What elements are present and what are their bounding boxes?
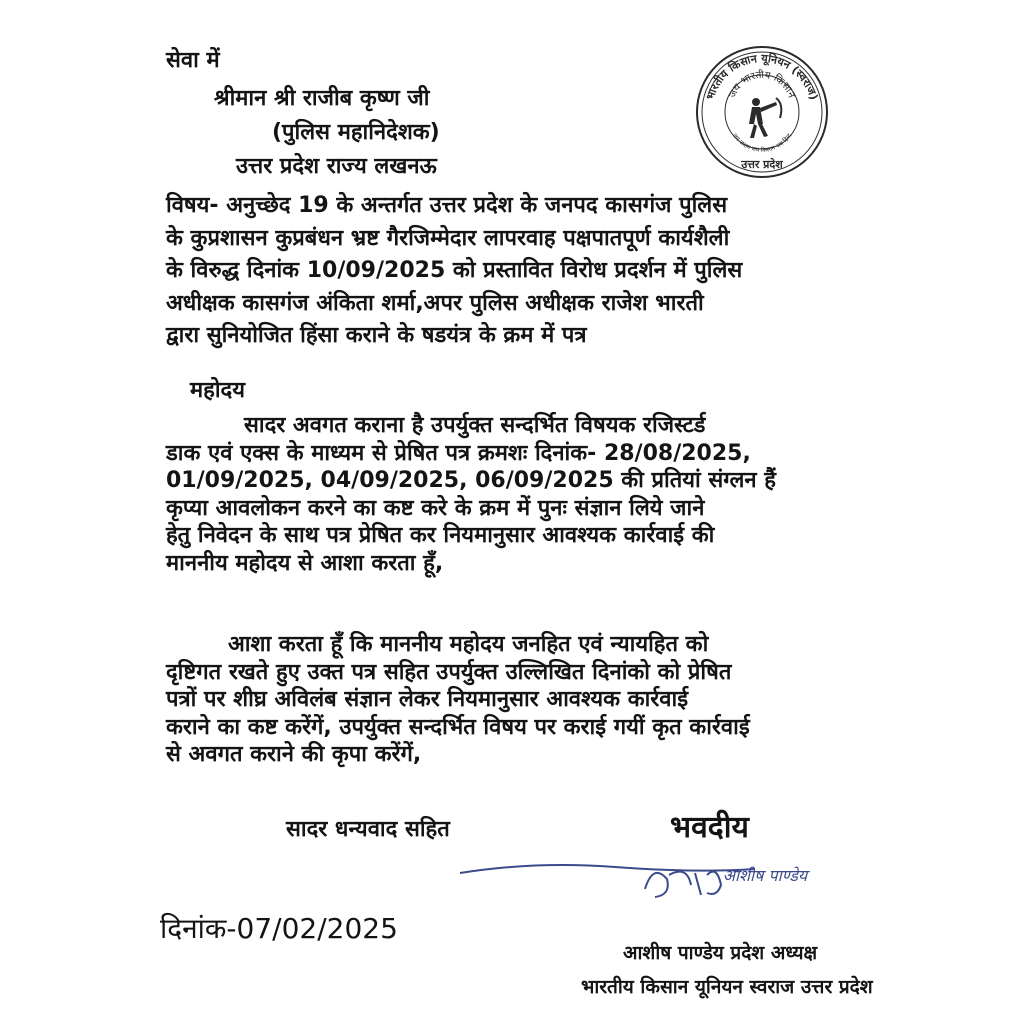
body-line: पत्रों पर शीघ्र अविलंब संज्ञान लेकर नियमानुसार आवश्यक कार्रवाई: [166, 687, 689, 712]
greeting: महोदय: [190, 378, 245, 403]
subject-line: विषय- अनुच्छेद 19 के अन्तर्गत उत्तर प्रदेश के जनपद कासगंज पुलिस: [166, 193, 728, 218]
body-paragraph-2: [166, 631, 886, 769]
seal-inner-arc: जय भारतीय किसान: [727, 69, 797, 100]
subject-line: अधीक्षक कासगंज अंकिता शर्मा,अपर पुलिस अधीक्षक राजेश भारती: [166, 290, 704, 316]
body-line: माननीय महोदय से आशा करता हूँ,: [166, 550, 444, 576]
body-line: हेतु निवेदन के साथ पत्र प्रेषित कर नियमानुसार आवश्यक कार्रवाई की: [166, 523, 715, 548]
body-line: डाक एवं एक्स के माध्यम से प्रेषित पत्र क्रमशः दिनांक- 28/08/2025,: [166, 440, 751, 466]
signature-text: आशीष पाण्डेय: [722, 866, 808, 885]
seal-inner-small: जय जवान जय किसान जय हिन्द: [730, 132, 794, 155]
organization-seal: [694, 44, 830, 180]
sender-name: आशीष पाण्डेय प्रदेश अध्यक्ष: [623, 942, 818, 964]
recipient-address: उत्तर प्रदेश राज्य लखनऊ: [236, 154, 437, 179]
seal-bottom-text: उत्तर प्रदेश: [741, 158, 783, 171]
farmer-emblem-icon: [749, 98, 781, 138]
body-line: कराने का कष्ट करेंगें, उपर्युक्त सन्दर्भित विषय पर कराई गयीं कृत कार्रवाई: [166, 714, 750, 740]
body-line: 01/09/2025, 04/09/2025, 06/09/2025 की प्रतियां संग्लन हैं: [166, 468, 776, 493]
subject-line: द्वारा सुनियोजित हिंसा कराने के षडयंत्र के क्रम में पत्र: [166, 323, 587, 348]
letter-date: दिनांक-07/02/2025: [160, 912, 398, 945]
closing: भवदीय: [670, 810, 749, 845]
svg-text:जय भारतीय किसान: [727, 69, 796, 100]
subject-line: के विरुद्ध दिनांक 10/09/2025 को प्रस्तावित विरोध प्रदर्शन में पुलिस: [166, 258, 743, 283]
body-line: दृष्टिगत रखते हुए उक्त पत्र सहित उपर्युक्त उल्लिखित दिनांको को प्रेषित: [166, 659, 732, 685]
salutation: सेवा में: [166, 48, 220, 73]
body-line: कृप्या आवलोकन करने का कष्ट करे के क्रम में पुनः संज्ञान लिये जाने: [166, 495, 705, 521]
recipient-name: श्रीमान श्री राजीब कृष्ण जी: [214, 86, 430, 111]
recipient-designation: (पुलिस महानिदेशक): [272, 120, 440, 145]
thanks-line: सादर धन्यवाद सहित: [286, 817, 450, 842]
handwritten-signature: [455, 845, 835, 925]
subject-line: के कुप्रशासन कुप्रबंधन भ्रष्ट गैरजिम्मेदार लापरवाह पक्षपातपूर्ण कार्यशैली: [166, 225, 730, 251]
seal-top-text: भारतीय किसान यूनियन (स्वराज): [703, 51, 821, 102]
body-line: से अवगत कराने की कृपा करेंगें,: [166, 742, 422, 767]
sender-organization: भारतीय किसान यूनियन स्वराज उत्तर प्रदेश: [581, 976, 873, 998]
svg-text:जय जवान जय किसान जय हिन्द: [731, 132, 794, 154]
body-paragraph-1: [166, 412, 886, 577]
body-line: सादर अवगत कराना है उपर्युक्त सन्दर्भित विषयक रजिस्टर्ड: [244, 413, 706, 438]
subject: [166, 190, 886, 353]
body-line: आशा करता हूँ कि माननीय महोदय जनहित एवं न्यायहित को: [228, 632, 709, 657]
